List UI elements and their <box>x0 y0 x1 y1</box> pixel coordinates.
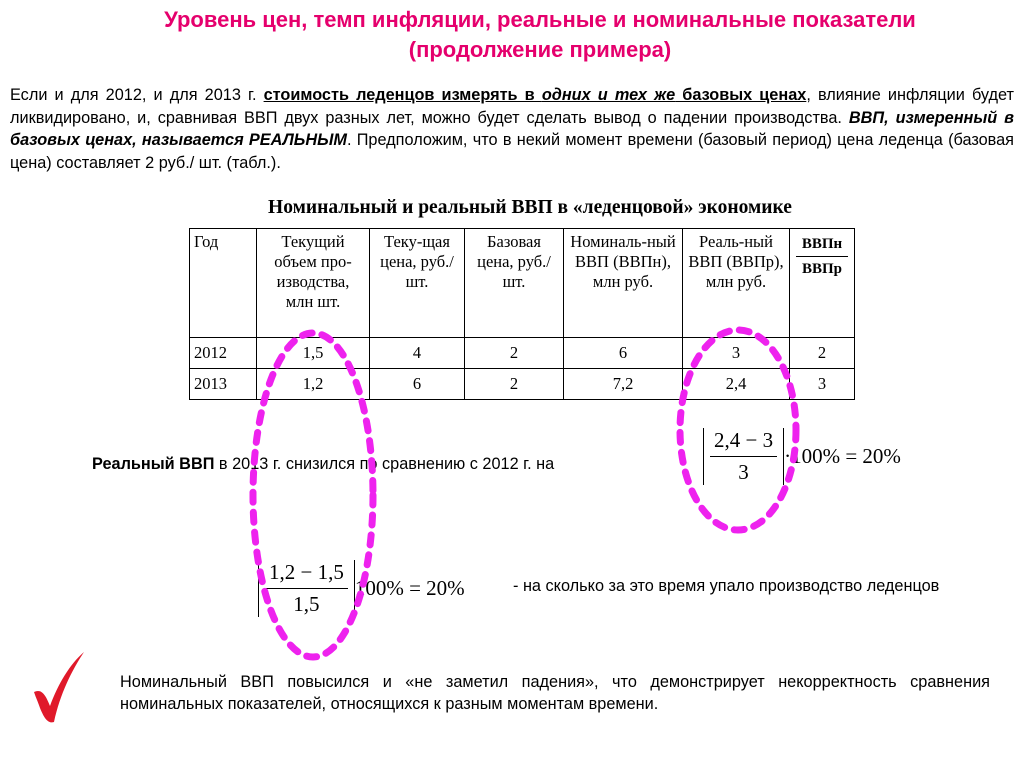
cell-base-price: 2 <box>465 369 564 400</box>
intro-part-3: , влияние инфляции будет ликвидировано, и, сравнивая ВВП двух разных лет, можно будет сделать вывод о падении производства. <box>10 86 1014 127</box>
intro-underlined-a: стоимость леденцов измерять в <box>263 86 542 104</box>
cell-ratio: 3 <box>790 369 855 400</box>
table-row <box>190 369 855 400</box>
real-gdp-statement <box>92 455 554 474</box>
cell-year: 2013 <box>190 369 257 400</box>
cell-base-price: 2 <box>465 338 564 369</box>
cell-real-gdp: 2,4 <box>683 369 790 400</box>
cell-nominal-gdp: 7,2 <box>564 369 683 400</box>
real-gdp-abs <box>703 428 784 485</box>
header-volume: Текущий объем про-изводства, млн шт. <box>257 229 370 338</box>
production-abs <box>258 560 355 617</box>
production-denominator: 1,5 <box>293 592 320 616</box>
header-base-price: Базовая цена, руб./шт. <box>465 229 564 338</box>
production-formula <box>258 560 465 617</box>
table-row <box>190 338 855 369</box>
header-nominal-gdp: Номиналь-ный ВВП (ВВПн), млн руб. <box>564 229 683 338</box>
header-current-price: Теку-щая цена, руб./шт. <box>370 229 465 338</box>
production-numerator: 1,2 − 1,5 <box>265 560 348 589</box>
title-line-1: Уровень цен, темп инфляции, реальные и номинальные показатели <box>164 7 916 32</box>
real-gdp-formula <box>703 428 901 485</box>
cell-volume: 1,2 <box>257 369 370 400</box>
ratio-numerator: ВВПн <box>796 232 848 257</box>
real-gdp-label: Реальный ВВП <box>92 455 215 473</box>
real-gdp-result: ·100% = 20% <box>784 444 901 468</box>
real-gdp-denominator: 3 <box>738 460 749 484</box>
production-result: 100% = 20% <box>354 576 465 600</box>
header-year: Год <box>190 229 257 338</box>
intro-underlined <box>264 86 807 104</box>
checkmark-icon <box>28 648 88 728</box>
intro-part-1: Если и для 2012, и для 2013 г. <box>10 86 264 104</box>
header-ratio <box>790 229 855 338</box>
intro-paragraph <box>10 84 1014 174</box>
table-header-row <box>190 229 855 338</box>
ratio-denominator: ВВПр <box>801 261 842 277</box>
cell-real-gdp: 3 <box>683 338 790 369</box>
real-gdp-numerator: 2,4 − 3 <box>710 428 777 457</box>
cell-volume: 1,5 <box>257 338 370 369</box>
production-note: - на сколько за это время упало производство леденцов <box>513 577 940 595</box>
intro-definition: ВВП, измеренный в базовых ценах, называется РЕАЛЬНЫМ <box>10 108 1014 149</box>
real-gdp-text: в 2013 г. снизился по сравнению с 2012 г. на <box>214 455 555 473</box>
intro-underlined-b: базовых ценах <box>675 86 807 104</box>
intro-part-5: . Предположим, что в некий момент времени (базовый период) цена леденца (базовая цена) составляет 2 руб./ шт. (табл.). <box>10 131 1014 172</box>
ratio-fraction <box>796 232 848 281</box>
cell-current-price: 4 <box>370 338 465 369</box>
page-title <box>70 5 1010 65</box>
cell-nominal-gdp: 6 <box>564 338 683 369</box>
conclusion-paragraph: Номинальный ВВП повысился и «не заметил падения», что демонстрирует некорректность сравнения номинальных показателей, относящихся к разным моментам времени. <box>120 673 990 713</box>
header-real-gdp: Реаль-ный ВВП (ВВПр), млн руб. <box>683 229 790 338</box>
cell-ratio: 2 <box>790 338 855 369</box>
cell-current-price: 6 <box>370 369 465 400</box>
gdp-table <box>189 228 855 400</box>
cell-year: 2012 <box>190 338 257 369</box>
title-line-2: (продолжение примера) <box>408 37 672 62</box>
table-caption: Номинальный и реальный ВВП в «леденцовой» экономике <box>268 197 792 218</box>
intro-underlined-italic: одних и тех же <box>541 86 676 104</box>
